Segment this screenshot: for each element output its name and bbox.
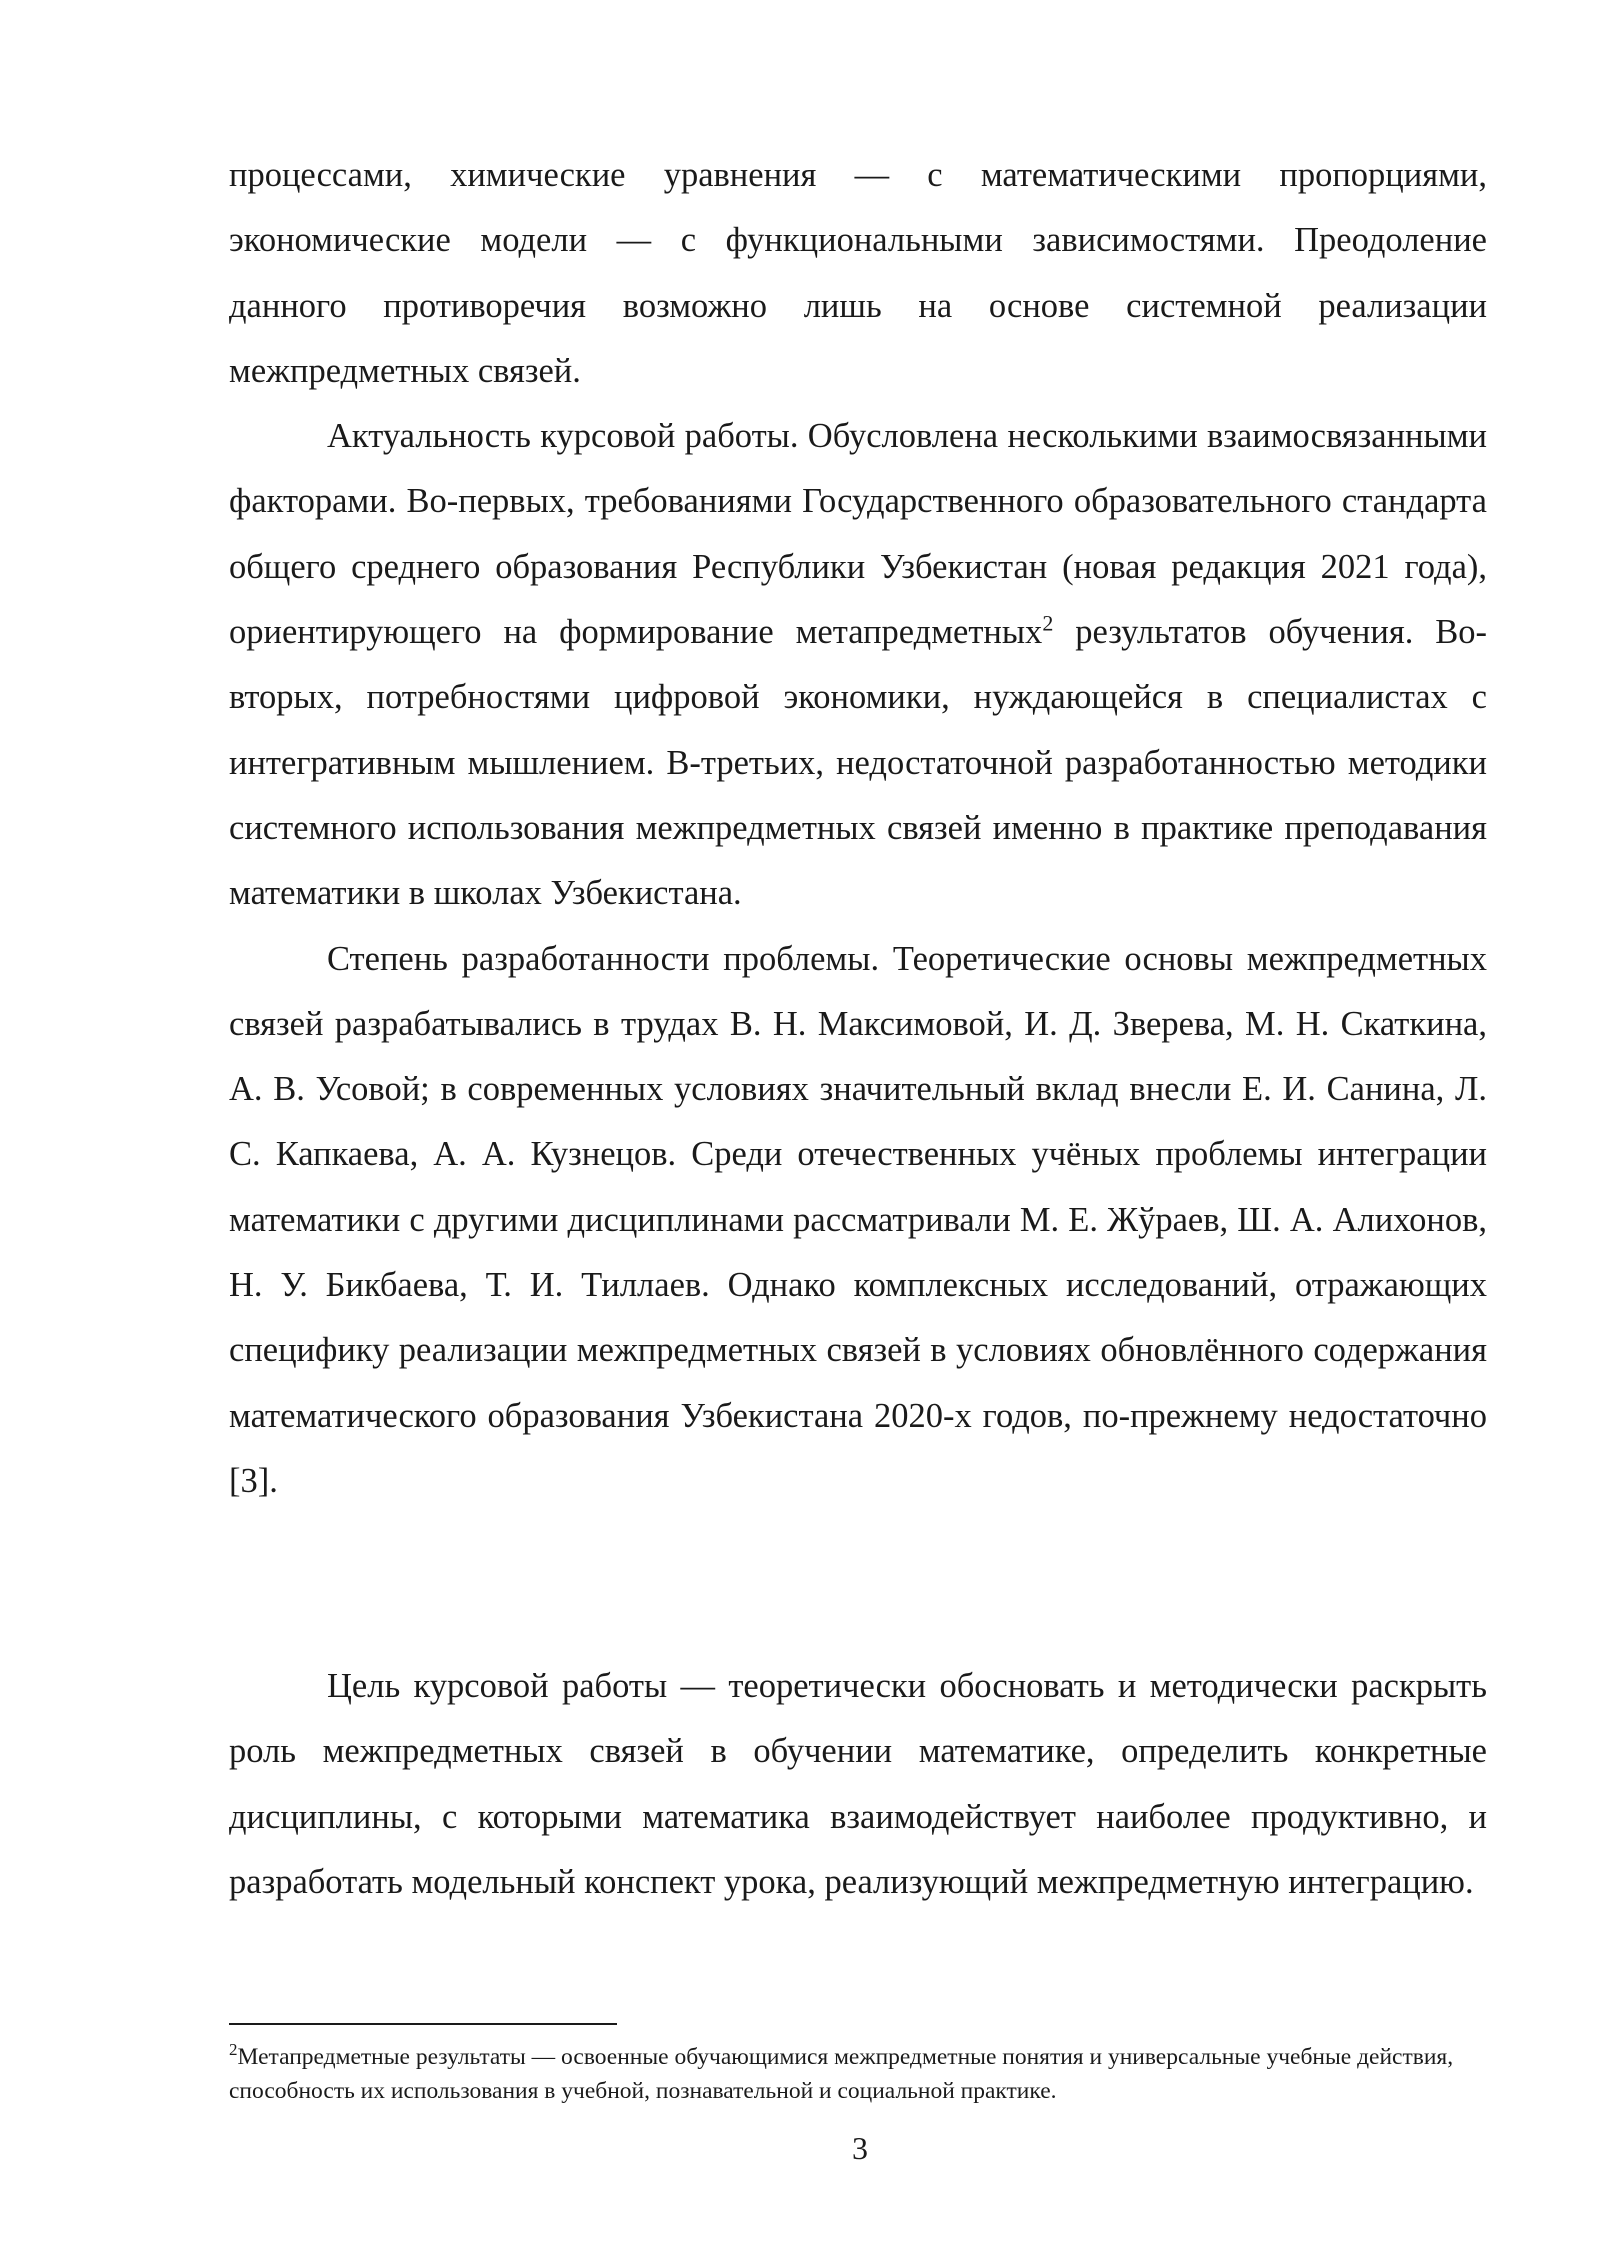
paragraph-block-1 bbox=[229, 143, 1487, 1514]
footnote-mark: 2 bbox=[229, 2040, 238, 2060]
footnote-separator bbox=[229, 2023, 617, 2025]
paragraph-intro-continuation: процессами, химические уравнения — с математическими пропорциями, экономические модели — с функциональными зависимостями. Преодоление данного противоречия возможно лишь на основе системной реализации межпредметных связей. bbox=[229, 156, 1487, 390]
paragraph-block-2 bbox=[229, 1654, 1487, 1915]
footnote bbox=[229, 2040, 1487, 2108]
page-number: 3 bbox=[852, 2130, 868, 2166]
relevance-text-part1: Актуальность курсовой работы. Обусловлена несколькими взаимосвязанными факторами. Во-первых, требованиями Государственного образовательного стандарта общего среднего образования Республики Узбекистан (новая редакция 2021 года), ориентирующего на формирование метапредметных bbox=[229, 417, 1487, 652]
relevance-text-part2: результатов обучения. Во-вторых, потребностями цифровой экономики, нуждающейся в специалистах с интегративным мышлением. В-третьих, недостаточной разработанностью методики системного использования межпредметных связей именно в практике преподавания математики в школах Узбекистана. bbox=[229, 613, 1487, 913]
footnote-reference[interactable]: 2 bbox=[1042, 610, 1054, 636]
paragraph-relevance bbox=[229, 404, 1487, 926]
paragraph-problem-development: Степень разработанности проблемы. Теоретические основы межпредметных связей разрабатывались в трудах В. Н. Максимовой, И. Д. Зверева, М. Н. Скаткина, А. В. Усовой; в современных условиях значительный вклад внесли Е. И. Санина, Л. С. Капкаева, А. А. Кузнецов. Среди отечественных учёных проблемы интеграции математики с другими дисциплинами рассматривали М. Е. Жўраев, Ш. А. Алихонов, Н. У. Бикбаева, Т. И. Тиллаев. Однако комплексных исследований, отражающих специфику реализации межпредметных связей в условиях обновлённого содержания математического образования Узбекистана 2020-х годов, по-прежнему недостаточно [3]. bbox=[229, 939, 1487, 1500]
footnote-text: Метапредметные результаты — освоенные обучающимися межпредметные понятия и универсальные учебные действия, способность их использования в учебной, познавательной и социальной практике. bbox=[229, 2044, 1454, 2104]
paragraph-goal: Цель курсовой работы — теоретически обосновать и методически раскрыть роль межпредметных связей в обучении математике, определить конкретные дисциплины, с которыми математика взаимодействует наиболее продуктивно, и разработать модельный конспект урока, реализующий межпредметную интеграцию. bbox=[229, 1667, 1487, 1901]
